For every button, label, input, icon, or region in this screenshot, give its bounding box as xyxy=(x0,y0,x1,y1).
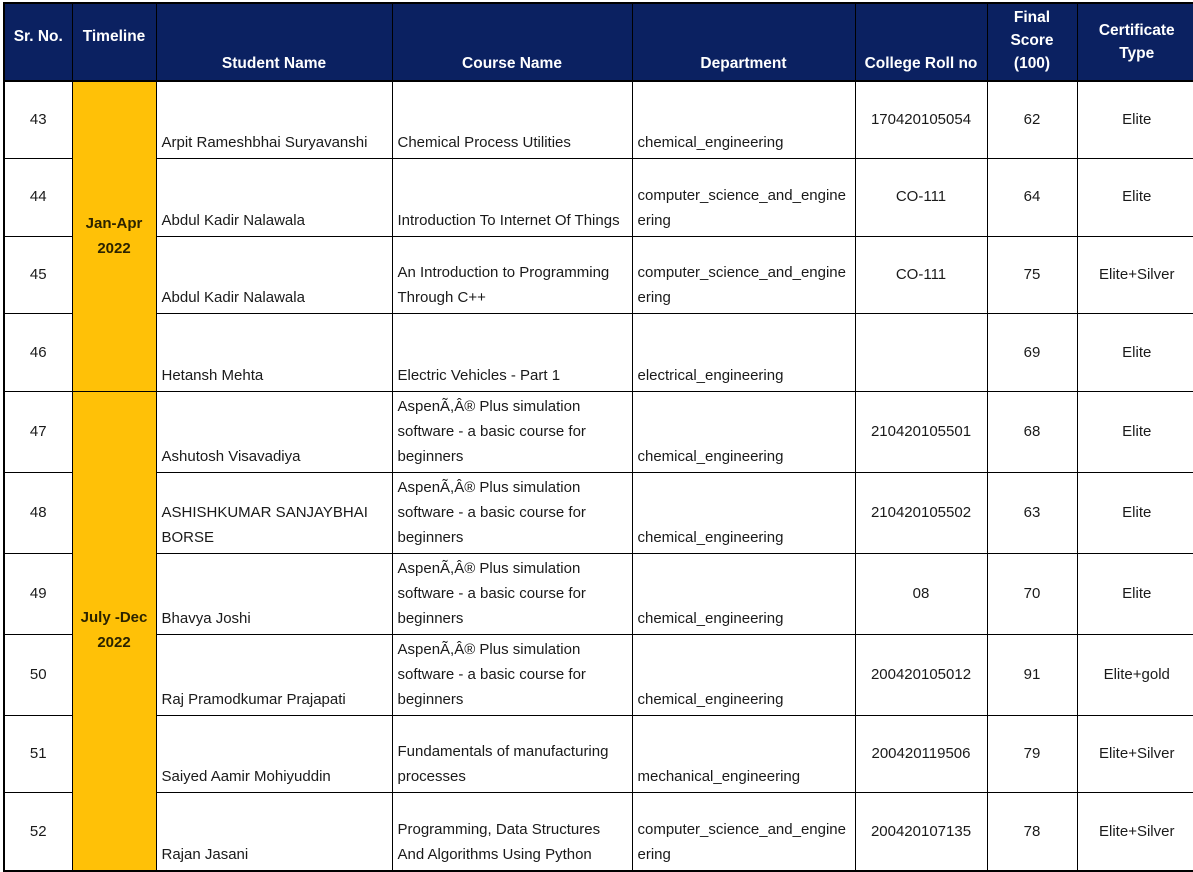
cell-final-score: 64 xyxy=(987,159,1077,237)
table-header xyxy=(4,3,1193,81)
cell-course-name: AspenÃ,Â® Plus simulation software - a basic course for beginners xyxy=(392,553,632,634)
cell-college-roll-no: CO-111 xyxy=(855,236,987,314)
cell-department: electrical_engineering xyxy=(632,314,855,392)
table-row xyxy=(4,634,1193,715)
cell-final-score: 91 xyxy=(987,634,1077,715)
header-timeline: Timeline xyxy=(72,3,156,81)
cell-student-name: Arpit Rameshbhai Suryavanshi xyxy=(156,81,392,159)
header-final-score: Final Score (100) xyxy=(987,3,1077,81)
table-row xyxy=(4,391,1193,472)
cell-sr-no: 49 xyxy=(4,553,72,634)
cell-certificate-type: Elite xyxy=(1077,159,1193,237)
cell-college-roll-no: 08 xyxy=(855,553,987,634)
cell-student-name: Abdul Kadir Nalawala xyxy=(156,159,392,237)
cell-student-name: Raj Pramodkumar Prajapati xyxy=(156,634,392,715)
cell-department: chemical_engineering xyxy=(632,391,855,472)
cell-sr-no: 51 xyxy=(4,715,72,793)
cell-certificate-type: Elite+Silver xyxy=(1077,793,1193,871)
header-sr-no: Sr. No. xyxy=(4,3,72,81)
cell-sr-no: 46 xyxy=(4,314,72,392)
cell-course-name: An Introduction to Programming Through C++ xyxy=(392,236,632,314)
student-certificates-table xyxy=(3,2,1193,872)
header-student-name: Student Name xyxy=(156,3,392,81)
cell-final-score: 78 xyxy=(987,793,1077,871)
cell-sr-no: 44 xyxy=(4,159,72,237)
header-row xyxy=(4,3,1193,81)
cell-certificate-type: Elite xyxy=(1077,81,1193,159)
cell-student-name: Hetansh Mehta xyxy=(156,314,392,392)
header-college-roll-no: College Roll no xyxy=(855,3,987,81)
cell-college-roll-no: 200420107135 xyxy=(855,793,987,871)
cell-certificate-type: Elite xyxy=(1077,314,1193,392)
table-row xyxy=(4,81,1193,159)
header-department: Department xyxy=(632,3,855,81)
cell-college-roll-no: 200420119506 xyxy=(855,715,987,793)
cell-department: mechanical_engineering xyxy=(632,715,855,793)
cell-college-roll-no xyxy=(855,314,987,392)
cell-course-name: Programming, Data Structures And Algorithms Using Python xyxy=(392,793,632,871)
cell-final-score: 63 xyxy=(987,472,1077,553)
table-row xyxy=(4,553,1193,634)
cell-course-name: AspenÃ,Â® Plus simulation software - a basic course for beginners xyxy=(392,472,632,553)
cell-course-name: AspenÃ,Â® Plus simulation software - a basic course for beginners xyxy=(392,391,632,472)
cell-sr-no: 48 xyxy=(4,472,72,553)
table-row xyxy=(4,715,1193,793)
cell-course-name: AspenÃ,Â® Plus simulation software - a basic course for beginners xyxy=(392,634,632,715)
cell-course-name: Chemical Process Utilities xyxy=(392,81,632,159)
cell-department: chemical_engineering xyxy=(632,81,855,159)
cell-certificate-type: Elite+Silver xyxy=(1077,236,1193,314)
header-course-name: Course Name xyxy=(392,3,632,81)
cell-final-score: 69 xyxy=(987,314,1077,392)
cell-sr-no: 52 xyxy=(4,793,72,871)
cell-student-name: Rajan Jasani xyxy=(156,793,392,871)
cell-college-roll-no: 200420105012 xyxy=(855,634,987,715)
cell-college-roll-no: 170420105054 xyxy=(855,81,987,159)
cell-sr-no: 43 xyxy=(4,81,72,159)
cell-student-name: Abdul Kadir Nalawala xyxy=(156,236,392,314)
cell-college-roll-no: CO-111 xyxy=(855,159,987,237)
cell-department: computer_science_and_engineering xyxy=(632,159,855,237)
table-row xyxy=(4,236,1193,314)
cell-certificate-type: Elite xyxy=(1077,391,1193,472)
cell-sr-no: 50 xyxy=(4,634,72,715)
cell-department: computer_science_and_engineering xyxy=(632,236,855,314)
table-row xyxy=(4,159,1193,237)
cell-certificate-type: Elite+Silver xyxy=(1077,715,1193,793)
cell-course-name: Fundamentals of manufacturing processes xyxy=(392,715,632,793)
cell-student-name: Bhavya Joshi xyxy=(156,553,392,634)
cell-department: chemical_engineering xyxy=(632,634,855,715)
cell-department: computer_science_and_engineering xyxy=(632,793,855,871)
cell-student-name: Saiyed Aamir Mohiyuddin xyxy=(156,715,392,793)
timeline-group-july-dec-2022: July -Dec 2022 xyxy=(72,391,156,870)
cell-final-score: 68 xyxy=(987,391,1077,472)
cell-certificate-type: Elite+gold xyxy=(1077,634,1193,715)
cell-course-name: Electric Vehicles - Part 1 xyxy=(392,314,632,392)
cell-final-score: 75 xyxy=(987,236,1077,314)
cell-sr-no: 47 xyxy=(4,391,72,472)
cell-final-score: 70 xyxy=(987,553,1077,634)
cell-college-roll-no: 210420105502 xyxy=(855,472,987,553)
cell-certificate-type: Elite xyxy=(1077,553,1193,634)
cell-sr-no: 45 xyxy=(4,236,72,314)
cell-course-name: Introduction To Internet Of Things xyxy=(392,159,632,237)
cell-final-score: 79 xyxy=(987,715,1077,793)
table-body xyxy=(4,81,1193,871)
cell-final-score: 62 xyxy=(987,81,1077,159)
cell-department: chemical_engineering xyxy=(632,472,855,553)
table-row xyxy=(4,314,1193,392)
timeline-group-jan-apr-2022: Jan-Apr 2022 xyxy=(72,81,156,391)
cell-certificate-type: Elite xyxy=(1077,472,1193,553)
cell-student-name: Ashutosh Visavadiya xyxy=(156,391,392,472)
header-certificate-type: Certificate Type xyxy=(1077,3,1193,81)
cell-student-name: ASHISHKUMAR SANJAYBHAI BORSE xyxy=(156,472,392,553)
table-row xyxy=(4,793,1193,871)
table-row xyxy=(4,472,1193,553)
cell-department: chemical_engineering xyxy=(632,553,855,634)
cell-college-roll-no: 210420105501 xyxy=(855,391,987,472)
